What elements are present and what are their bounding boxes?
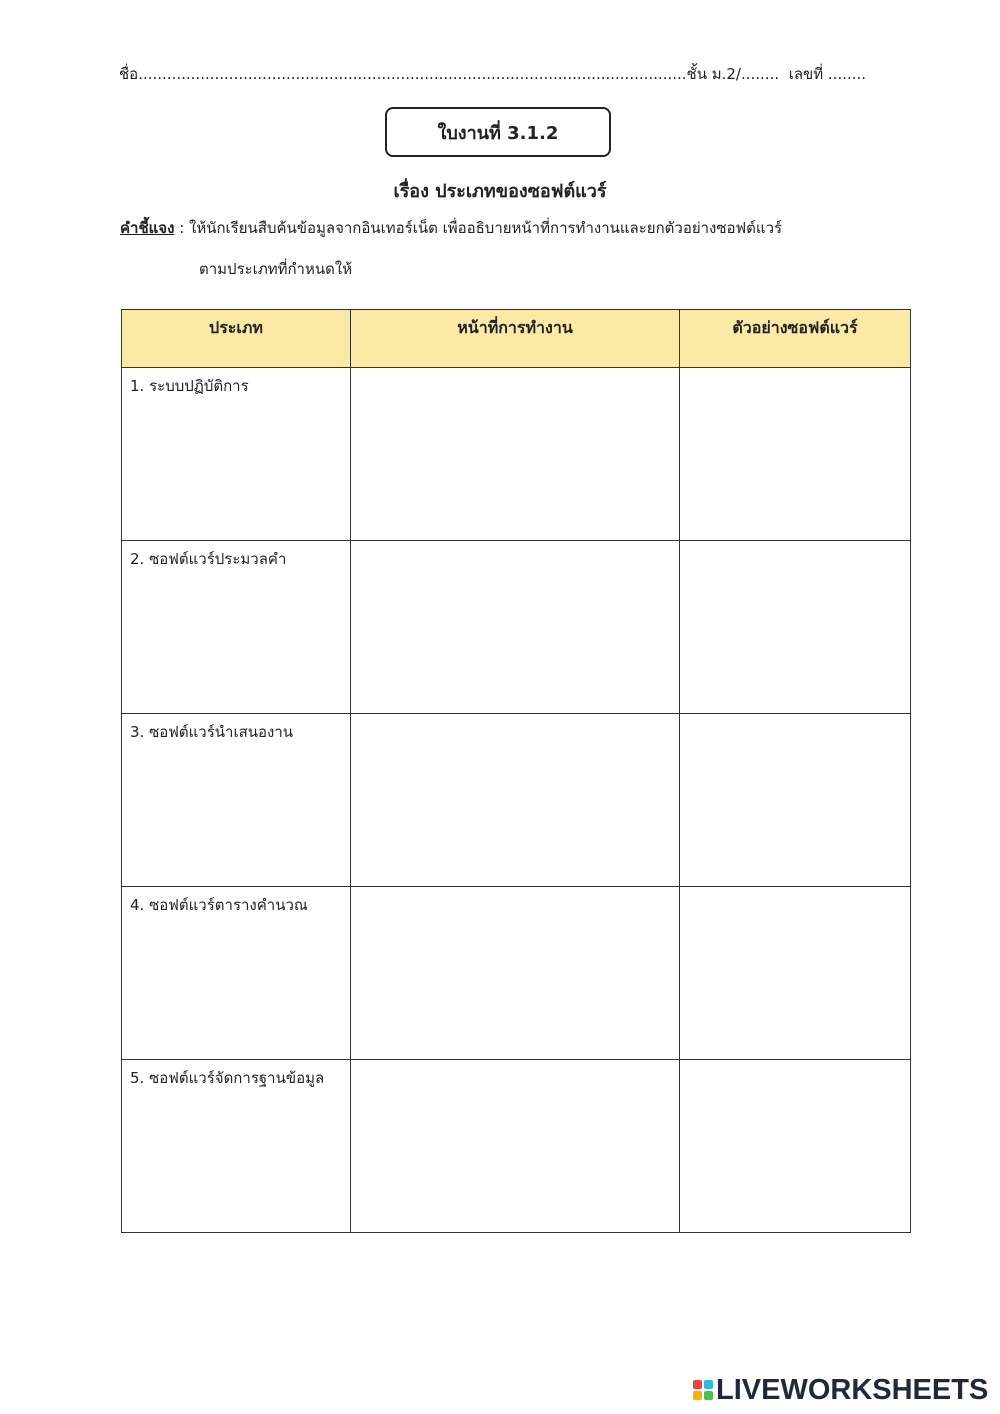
instruction-label: คำชี้แจง bbox=[120, 219, 175, 237]
table-row bbox=[122, 541, 911, 714]
liveworksheets-logo bbox=[693, 1375, 988, 1405]
function-answer-cell[interactable] bbox=[351, 1060, 680, 1233]
header-function: หน้าที่การทำงาน bbox=[351, 310, 680, 368]
example-answer-cell[interactable] bbox=[680, 541, 911, 714]
instruction-text-continued: ตามประเภทที่กำหนดให้ bbox=[199, 260, 353, 278]
type-cell: 1. ระบบปฏิบัติการ bbox=[122, 368, 351, 541]
logo-square-icon bbox=[693, 1391, 702, 1400]
worksheet-title: ใบงานที่ 3.1.2 bbox=[437, 122, 559, 144]
table-header-row bbox=[122, 310, 911, 368]
table-row bbox=[122, 1060, 911, 1233]
table-row bbox=[122, 714, 911, 887]
function-answer-cell[interactable] bbox=[351, 541, 680, 714]
example-answer-cell[interactable] bbox=[680, 368, 911, 541]
type-cell: 3. ซอฟต์แวร์นำเสนองาน bbox=[122, 714, 351, 887]
worksheet-table bbox=[121, 309, 911, 1233]
class-label[interactable]: ชั้น ม.2/........ bbox=[686, 65, 780, 83]
table-row bbox=[122, 887, 911, 1060]
name-label: ชื่อ bbox=[119, 65, 139, 83]
type-cell: 5. ซอฟต์แวร์จัดการฐานข้อมูล bbox=[122, 1060, 351, 1233]
function-answer-cell[interactable] bbox=[351, 887, 680, 1060]
example-answer-cell[interactable] bbox=[680, 1060, 911, 1233]
brand-text: LIVEWORKSHEETS bbox=[716, 1373, 989, 1406]
number-label[interactable]: เลขที่ ........ bbox=[788, 65, 867, 83]
name-field[interactable]: ................................................................................................................... bbox=[138, 65, 687, 83]
type-cell: 4. ซอฟต์แวร์ตารางคำนวณ bbox=[122, 887, 351, 1060]
instruction-line bbox=[120, 216, 910, 240]
student-info-line bbox=[119, 62, 867, 86]
type-cell: 2. ซอฟต์แวร์ประมวลคำ bbox=[122, 541, 351, 714]
worksheet-subject: เรื่อง ประเภทของซอฟต์แวร์ bbox=[393, 181, 607, 202]
function-answer-cell[interactable] bbox=[351, 368, 680, 541]
logo-square-icon bbox=[693, 1380, 702, 1389]
logo-square-icon bbox=[704, 1380, 713, 1389]
function-answer-cell[interactable] bbox=[351, 714, 680, 887]
header-example: ตัวอย่างซอฟต์แวร์ bbox=[680, 310, 911, 368]
example-answer-cell[interactable] bbox=[680, 714, 911, 887]
worksheet-title-box bbox=[385, 107, 611, 157]
example-answer-cell[interactable] bbox=[680, 887, 911, 1060]
header-type: ประเภท bbox=[122, 310, 351, 368]
instruction-text: : ให้นักเรียนสืบค้นข้อมูลจากอินเทอร์เน็ต เพื่ออธิบายหน้าที่การทำงานและยกตัวอย่างซอฟต์แวร์ bbox=[174, 219, 783, 237]
table-row bbox=[122, 368, 911, 541]
logo-square-icon bbox=[704, 1391, 713, 1400]
liveworksheets-logo-icon bbox=[693, 1380, 713, 1400]
